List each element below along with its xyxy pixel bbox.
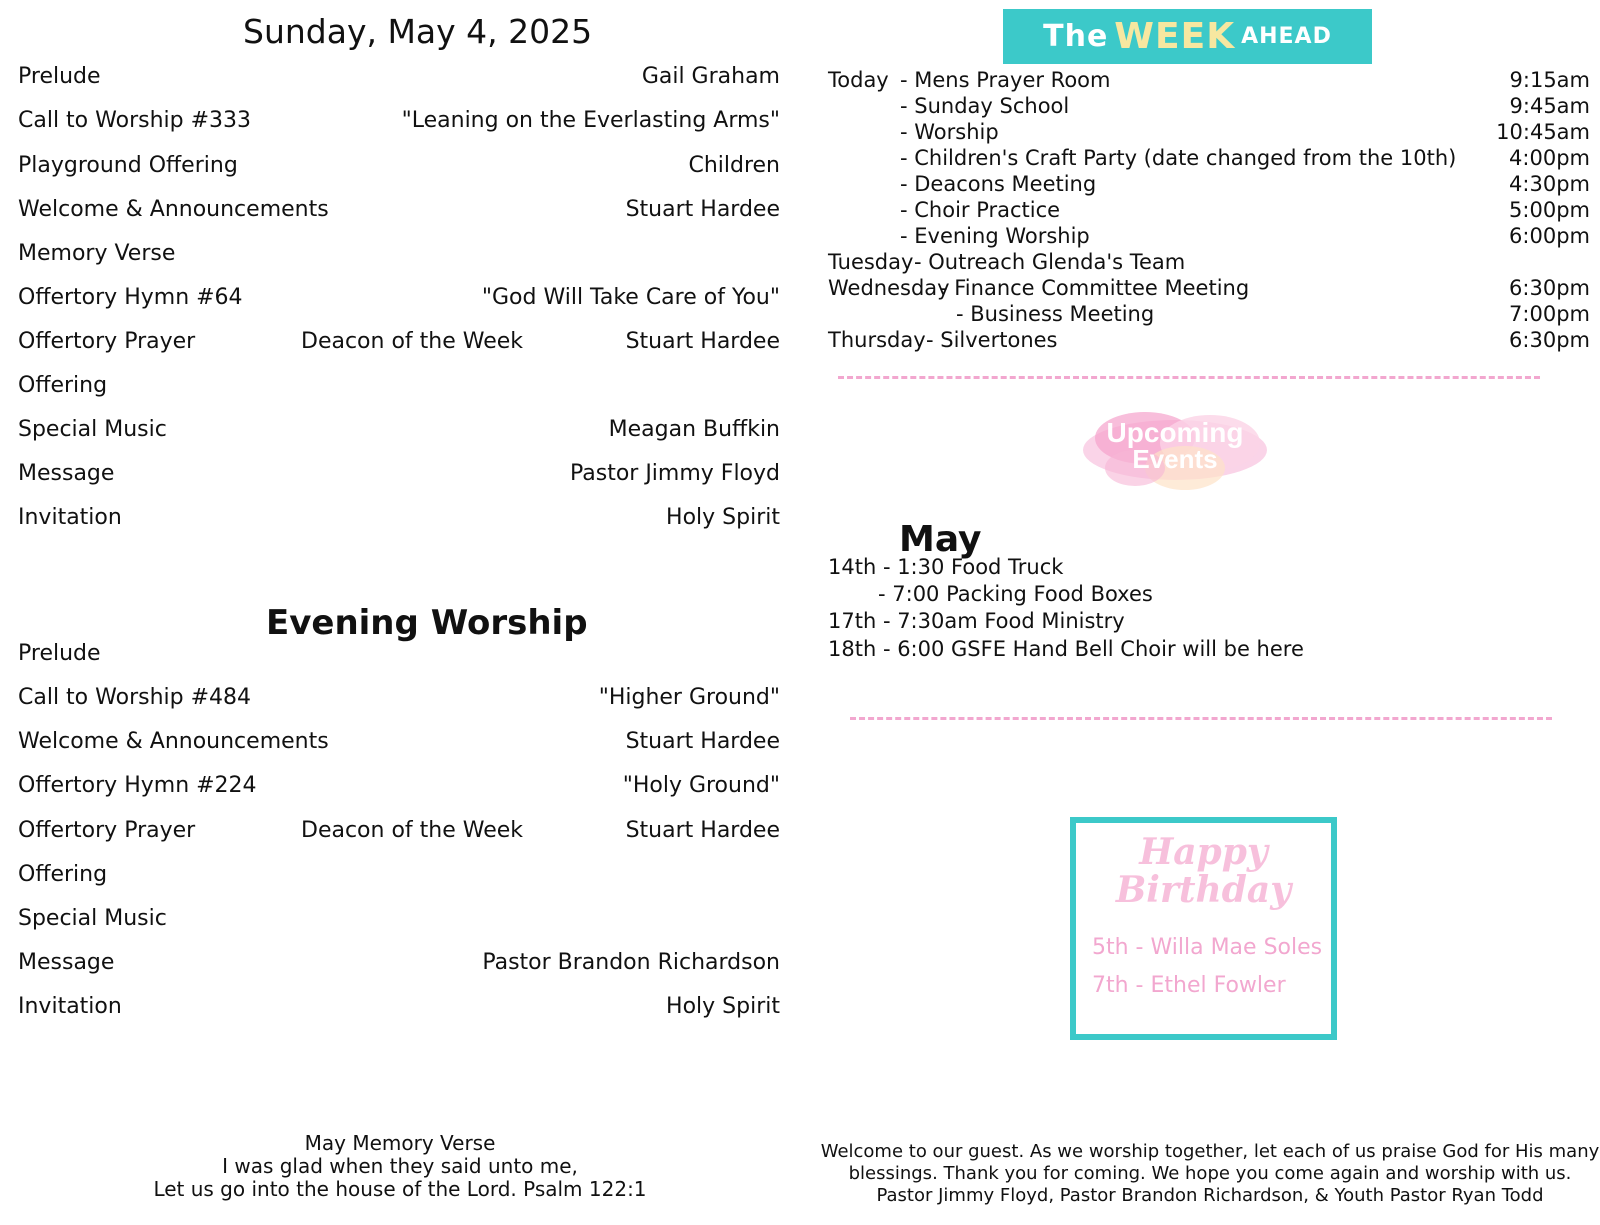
week-item bbox=[828, 302, 1590, 328]
week-event: - Deacons Meeting bbox=[900, 172, 1097, 196]
week-time: 5:00pm bbox=[1509, 198, 1590, 222]
week-day: Tuesday bbox=[828, 250, 914, 274]
service-row bbox=[18, 108, 780, 138]
week-event: - Silvertones bbox=[926, 328, 1058, 352]
service-row bbox=[18, 906, 780, 936]
morning-title: Sunday, May 4, 2025 bbox=[243, 12, 593, 51]
birthday-entry: 5th - Willa Mae Soles bbox=[1092, 935, 1323, 960]
upcoming-month: May bbox=[899, 519, 982, 560]
week-item bbox=[828, 68, 1590, 94]
service-row bbox=[18, 729, 780, 759]
service-item: Special Music bbox=[18, 906, 167, 931]
week-item bbox=[828, 198, 1590, 224]
week-event: - Finance Committee Meeting bbox=[940, 276, 1250, 300]
service-leader: Pastor Jimmy Floyd bbox=[569, 461, 780, 486]
banner-word: WEEK bbox=[1114, 16, 1236, 57]
service-leader: Stuart Hardee bbox=[625, 729, 780, 754]
week-event: - Worship bbox=[900, 120, 999, 144]
week-event: - Sunday School bbox=[900, 94, 1070, 118]
week-event: - Outreach Glenda's Team bbox=[914, 250, 1186, 274]
birthday-box bbox=[1070, 817, 1337, 1040]
service-item: Call to Worship #333 bbox=[18, 108, 252, 133]
memory-verse-heading: May Memory Verse bbox=[304, 1131, 496, 1155]
service-leader: Gail Graham bbox=[641, 64, 780, 89]
welcome-line: Welcome to our guest. As we worship together, let each of us praise God for His many bbox=[820, 1141, 1600, 1162]
service-leader: Children bbox=[688, 153, 780, 178]
week-ahead-banner bbox=[1003, 9, 1372, 64]
service-row bbox=[18, 417, 780, 447]
week-event: - Choir Practice bbox=[900, 198, 1061, 222]
week-event: - Business Meeting bbox=[956, 302, 1155, 326]
service-row bbox=[18, 241, 780, 271]
service-row bbox=[18, 197, 780, 227]
service-leader: Pastor Brandon Richardson bbox=[482, 950, 780, 975]
week-item bbox=[828, 276, 1590, 302]
service-leader: "God Will Take Care of You" bbox=[481, 285, 780, 310]
service-leader: Stuart Hardee bbox=[625, 329, 780, 354]
week-time: 6:00pm bbox=[1509, 224, 1590, 248]
service-item: Prelude bbox=[18, 641, 101, 666]
week-time: 9:45am bbox=[1509, 94, 1590, 118]
service-item: Offertory Prayer bbox=[18, 329, 196, 354]
service-row bbox=[18, 641, 780, 671]
upcoming-item: - 7:00 Packing Food Boxes bbox=[878, 582, 1153, 606]
memory-verse-line: I was glad when they said unto me, bbox=[222, 1154, 578, 1178]
service-row bbox=[18, 862, 780, 892]
welcome-line: Pastor Jimmy Floyd, Pastor Brandon Richardson, & Youth Pastor Ryan Todd bbox=[876, 1185, 1544, 1206]
week-item bbox=[828, 224, 1590, 250]
upcoming-item: 18th - 6:00 GSFE Hand Bell Choir will be here bbox=[828, 637, 1304, 661]
banner-word: AHEAD bbox=[1241, 24, 1332, 49]
service-item: Invitation bbox=[18, 505, 122, 530]
service-item: Call to Worship #484 bbox=[18, 685, 252, 710]
service-leader: Holy Spirit bbox=[666, 505, 780, 530]
service-item: Offertory Hymn #224 bbox=[18, 773, 257, 798]
service-row bbox=[18, 285, 780, 315]
upcoming-item: 17th - 7:30am Food Ministry bbox=[828, 609, 1125, 633]
service-row bbox=[18, 818, 780, 848]
service-row bbox=[18, 373, 780, 403]
service-leader: "Leaning on the Everlasting Arms" bbox=[401, 108, 780, 133]
service-item: Memory Verse bbox=[18, 241, 176, 266]
service-leader: Meagan Buffkin bbox=[608, 417, 780, 442]
service-leader: Stuart Hardee bbox=[625, 197, 780, 222]
service-leader: "Holy Ground" bbox=[622, 773, 780, 798]
service-item: Special Music bbox=[18, 417, 167, 442]
week-day: Wednesday bbox=[828, 276, 950, 300]
week-time: 4:30pm bbox=[1509, 172, 1590, 196]
service-row bbox=[18, 773, 780, 803]
week-day: Thursday bbox=[828, 328, 926, 352]
week-event: - Children's Craft Party (date changed from the 10th) bbox=[900, 146, 1457, 170]
memory-verse bbox=[100, 1132, 700, 1201]
birthday-title: Birthday bbox=[1115, 869, 1292, 911]
week-time: 10:45am bbox=[1496, 120, 1590, 144]
week-item bbox=[828, 172, 1590, 198]
service-row bbox=[18, 994, 780, 1024]
week-time: 6:30pm bbox=[1509, 276, 1590, 300]
upcoming-item: 14th - 1:30 Food Truck bbox=[828, 555, 1064, 579]
banner-word: The bbox=[1043, 19, 1109, 54]
paint-splash-icon bbox=[1075, 398, 1275, 502]
week-item bbox=[828, 120, 1590, 146]
service-item: Invitation bbox=[18, 994, 122, 1019]
week-time: 9:15am bbox=[1509, 68, 1590, 92]
service-row bbox=[18, 950, 780, 980]
service-row bbox=[18, 461, 780, 491]
service-item: Prelude bbox=[18, 64, 101, 89]
week-time: 4:00pm bbox=[1509, 146, 1590, 170]
service-item: Welcome & Announcements bbox=[18, 729, 329, 754]
evening-title: Evening Worship bbox=[266, 603, 588, 643]
service-item: Playground Offering bbox=[18, 153, 238, 178]
upcoming-events-logo bbox=[1075, 398, 1275, 502]
week-time: 7:00pm bbox=[1509, 302, 1590, 326]
birthday-entry: 7th - Ethel Fowler bbox=[1092, 973, 1286, 998]
service-item: Message bbox=[18, 950, 115, 975]
week-event: - Evening Worship bbox=[900, 224, 1090, 248]
week-time: 6:30pm bbox=[1509, 328, 1590, 352]
service-row bbox=[18, 153, 780, 183]
week-day: Today bbox=[828, 68, 889, 92]
service-item: Welcome & Announcements bbox=[18, 197, 329, 222]
week-item bbox=[828, 328, 1590, 354]
week-event: - Mens Prayer Room bbox=[900, 68, 1111, 92]
week-item bbox=[828, 250, 1590, 276]
service-row bbox=[18, 505, 780, 535]
logo-text: Events bbox=[1132, 444, 1218, 474]
week-item bbox=[828, 146, 1590, 172]
service-leader: Stuart Hardee bbox=[625, 818, 780, 843]
service-item: Offering bbox=[18, 373, 108, 398]
service-leader: "Higher Ground" bbox=[598, 685, 780, 710]
service-row bbox=[18, 329, 780, 359]
service-row bbox=[18, 685, 780, 715]
service-role: Deacon of the Week bbox=[301, 329, 524, 354]
service-row bbox=[18, 64, 780, 94]
service-item: Offertory Hymn #64 bbox=[18, 285, 243, 310]
service-item: Offertory Prayer bbox=[18, 818, 196, 843]
welcome-line: blessings. Thank you for coming. We hope you come again and worship with us. bbox=[848, 1163, 1572, 1184]
service-role: Deacon of the Week bbox=[301, 818, 524, 843]
service-leader: Holy Spirit bbox=[666, 994, 780, 1019]
service-item: Message bbox=[18, 461, 115, 486]
welcome-message bbox=[820, 1141, 1600, 1207]
service-item: Offering bbox=[18, 862, 108, 887]
birthday-title: Happy bbox=[1139, 831, 1268, 873]
memory-verse-line: Let us go into the house of the Lord. Psalm 122:1 bbox=[153, 1177, 647, 1201]
week-item bbox=[828, 94, 1590, 120]
logo-text: Upcoming bbox=[1106, 417, 1244, 448]
divider bbox=[838, 376, 1540, 379]
divider bbox=[850, 717, 1552, 720]
